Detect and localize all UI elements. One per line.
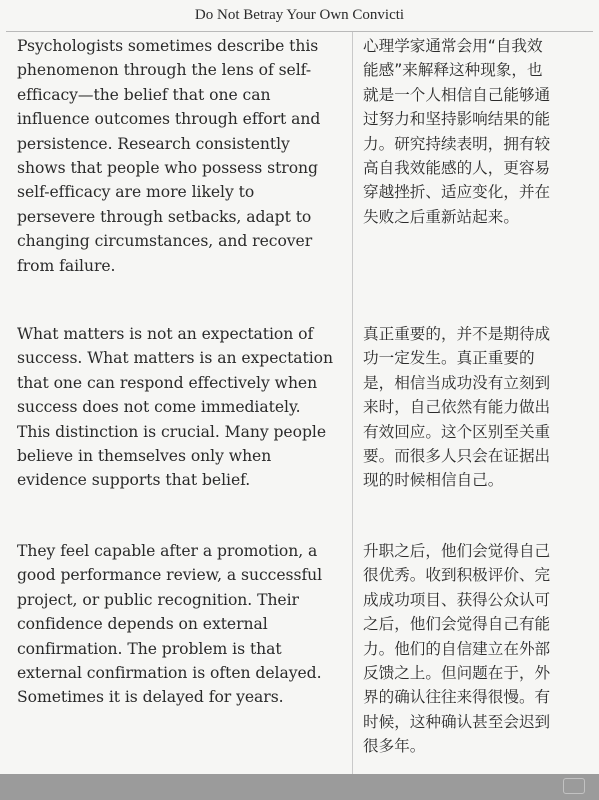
text-line: This distinction is crucial. Many people bbox=[17, 422, 326, 441]
header-divider bbox=[6, 31, 593, 32]
text-line: confidence depends on external bbox=[17, 615, 268, 634]
text-line: influence outcomes through effort and bbox=[17, 110, 321, 129]
text-line: 力。研究持续表明，拥有较 bbox=[363, 134, 551, 153]
chinese-text-3 bbox=[363, 539, 583, 759]
text-line: 是，相信当成功没有立刻到 bbox=[363, 373, 551, 392]
text-line: Psychologists sometimes describe this bbox=[17, 37, 319, 55]
text-line: good performance review, a successful bbox=[17, 566, 323, 585]
text-line: 真正重要的，并不是期待成 bbox=[363, 325, 551, 343]
text-line: evidence supports that belief. bbox=[17, 471, 251, 490]
text-line: 失败之后重新站起来。 bbox=[363, 207, 519, 226]
text-line: project, or public recognition. Their bbox=[17, 590, 299, 609]
text-line: confirmation. The problem is that bbox=[17, 639, 282, 658]
column-divider bbox=[352, 32, 353, 774]
text-line: 时候，这种确认甚至会迟到 bbox=[363, 712, 551, 731]
text-line: 之后，他们会觉得自己有能 bbox=[363, 615, 551, 634]
text-line: success. What matters is an expectation bbox=[17, 349, 334, 368]
text-line: 有效回应。这个区别至关重 bbox=[363, 422, 551, 441]
text-line: What matters is not an expectation of bbox=[17, 325, 314, 343]
text-line: external confirmation is often delayed. bbox=[17, 664, 322, 683]
text-line: 来时，自己依然有能力做出 bbox=[363, 398, 551, 417]
text-line: 现的时候相信自己。 bbox=[363, 471, 504, 490]
footer-bar bbox=[0, 774, 599, 800]
text-line: 就是一个人相信自己能够通 bbox=[363, 85, 551, 104]
watermark-logo-icon bbox=[563, 778, 585, 794]
text-line: 高自我效能感的人，更容易 bbox=[363, 159, 551, 178]
text-line: They feel capable after a promotion, a bbox=[17, 542, 318, 560]
text-line: changing circumstances, and recover bbox=[17, 232, 313, 251]
text-line: self-efficacy are more likely to bbox=[17, 183, 255, 202]
text-line: 穿越挫折、适应变化，并在 bbox=[363, 183, 551, 202]
text-line: 能感”来解释这种现象，也 bbox=[363, 61, 543, 80]
text-line: 很优秀。收到积极评价、完 bbox=[363, 566, 551, 585]
text-line: believe in themselves only when bbox=[17, 447, 272, 466]
text-line: phenomenon through the lens of self- bbox=[17, 61, 312, 80]
english-text-3 bbox=[17, 539, 347, 710]
text-line: shows that people who possess strong bbox=[17, 159, 318, 178]
text-line: 心理学家通常会用“自我效 bbox=[363, 37, 543, 55]
text-line: from failure. bbox=[17, 256, 116, 275]
text-line: efficacy—the belief that one can bbox=[17, 85, 271, 104]
text-line: persistence. Research consistently bbox=[17, 134, 290, 153]
chinese-text-1 bbox=[363, 34, 583, 229]
chinese-text-2 bbox=[363, 322, 583, 493]
text-line: 成成功项目、获得公众认可 bbox=[363, 590, 551, 609]
text-line: success does not come immediately. bbox=[17, 398, 301, 417]
text-line: persevere through setbacks, adapt to bbox=[17, 207, 312, 226]
text-line: 要。而很多人只会在证据出 bbox=[363, 447, 551, 466]
text-line: Sometimes it is delayed for years. bbox=[17, 688, 284, 707]
text-line: 反馈之上。但问题在于，外 bbox=[363, 664, 551, 683]
text-line: 功一定发生。真正重要的 bbox=[363, 349, 535, 368]
text-line: 力。他们的自信建立在外部 bbox=[363, 639, 551, 658]
text-line: 界的确认往往来得很慢。有 bbox=[363, 688, 551, 707]
text-line: 过努力和坚持影响结果的能 bbox=[363, 110, 551, 129]
english-text-1 bbox=[17, 34, 347, 278]
page-header-title: Do Not Betray Your Own Convicti bbox=[194, 7, 405, 23]
text-line: 升职之后，他们会觉得自己 bbox=[363, 542, 551, 560]
english-text-2 bbox=[17, 322, 347, 493]
text-line: 很多年。 bbox=[363, 737, 426, 756]
text-line: that one can respond effectively when bbox=[17, 373, 318, 392]
